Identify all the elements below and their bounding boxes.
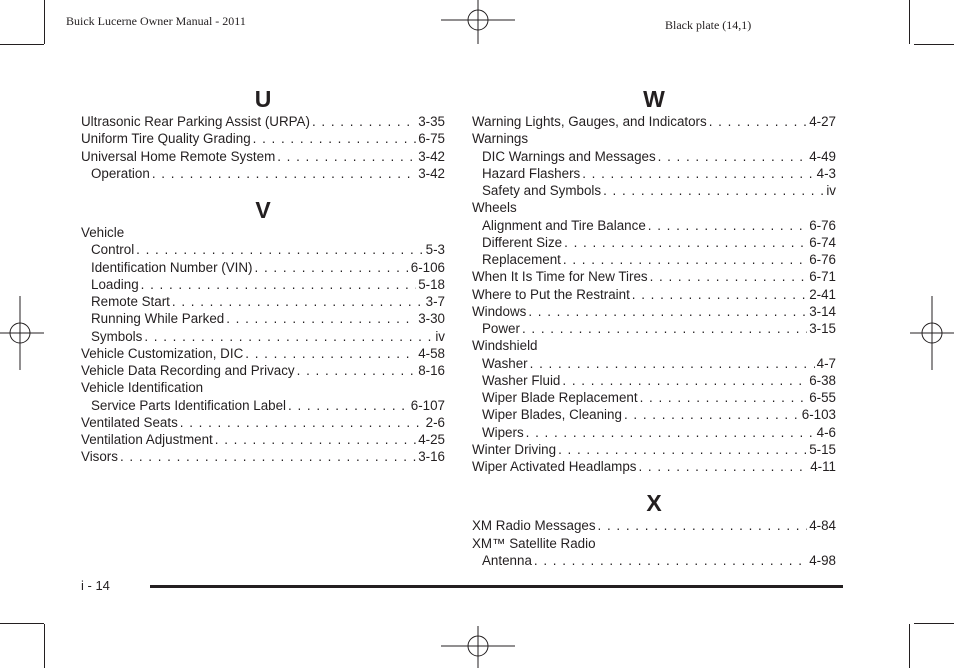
- dot-leader: [563, 251, 807, 268]
- dot-leader: [253, 130, 417, 147]
- entry-label: Warnings: [472, 131, 529, 147]
- entry-label: Remote Start: [91, 294, 170, 309]
- index-column-right: [472, 85, 836, 583]
- index-entry[interactable]: [81, 448, 445, 465]
- entry-page: 3-16: [418, 449, 445, 465]
- dot-leader: [528, 303, 807, 320]
- entry-label: Universal Home Remote System: [81, 148, 276, 164]
- entry-label: Vehicle Identification: [81, 380, 204, 396]
- footer-rule: [150, 585, 843, 588]
- index-entry[interactable]: [81, 293, 445, 310]
- crop-mark-top-right-h: [914, 44, 954, 45]
- entry-page: 6-76: [809, 252, 836, 267]
- entry-label: Wipers: [482, 424, 524, 440]
- dot-leader: [522, 320, 807, 337]
- plate-label: Black plate (14,1): [665, 18, 752, 32]
- entry-label: Antenna: [482, 552, 532, 568]
- index-entry[interactable]: [472, 165, 836, 182]
- entry-label: Replacement: [482, 252, 561, 267]
- entry-page: 3-7: [425, 294, 445, 309]
- entry-label: Washer Fluid: [482, 372, 561, 388]
- entry-page: iv: [435, 328, 445, 344]
- entry-label: Power: [482, 321, 520, 336]
- entry-page: iv: [826, 183, 836, 198]
- index-entry[interactable]: [81, 130, 445, 147]
- entry-page: 3-30: [418, 311, 445, 327]
- dot-leader: [534, 552, 807, 569]
- index-entry[interactable]: [472, 286, 836, 303]
- dot-leader: [172, 293, 424, 310]
- entry-label: Symbols: [91, 328, 143, 344]
- registration-mark-right-icon: [910, 296, 954, 370]
- index-entry[interactable]: [81, 241, 445, 258]
- dot-leader: [312, 113, 416, 130]
- dot-leader: [632, 286, 807, 303]
- registration-mark-bottom-icon: [441, 626, 515, 668]
- entry-page: 2-41: [809, 286, 836, 302]
- dot-leader: [530, 355, 815, 372]
- index-entry[interactable]: [81, 328, 445, 345]
- index-entry[interactable]: [81, 148, 445, 165]
- entry-label: Wiper Blade Replacement: [482, 390, 638, 405]
- index-entry[interactable]: [472, 148, 836, 165]
- index-entry[interactable]: [81, 165, 445, 182]
- section-letter: U: [254, 86, 272, 112]
- entry-label: Vehicle: [81, 225, 125, 240]
- entry-page: 6-55: [809, 390, 836, 405]
- entry-page: 6-75: [418, 131, 445, 147]
- index-entry[interactable]: [81, 113, 445, 130]
- index-entry[interactable]: [81, 345, 445, 362]
- index-section: [81, 196, 445, 466]
- entry-label: Safety and Symbols: [482, 183, 602, 198]
- index-entry[interactable]: [472, 113, 836, 130]
- dot-leader: [603, 182, 824, 199]
- crop-mark-bottom-left-v: [44, 624, 45, 668]
- entry-page: 4-84: [809, 518, 836, 534]
- entry-page: 3-42: [418, 148, 445, 164]
- entry-page: 5-18: [418, 276, 445, 292]
- index-entry[interactable]: [472, 130, 836, 147]
- index-entry[interactable]: [472, 182, 836, 199]
- index-entry[interactable]: [472, 217, 836, 234]
- entry-label: Service Parts Identification Label: [91, 397, 287, 413]
- entry-label: Running While Parked: [91, 311, 225, 327]
- index-entry[interactable]: [472, 234, 836, 251]
- dot-leader: [658, 148, 808, 165]
- entry-label: Wiper Blades, Cleaning: [482, 407, 622, 423]
- dot-leader: [120, 448, 416, 465]
- dot-leader: [709, 113, 807, 130]
- entry-page: 4-7: [816, 355, 836, 371]
- entry-label: Hazard Flashers: [482, 165, 581, 181]
- entry-label: Identification Number (VIN): [91, 259, 253, 275]
- index-entry[interactable]: [81, 276, 445, 293]
- entry-label: Alignment and Tire Balance: [482, 217, 646, 233]
- entry-page: 4-11: [810, 459, 836, 474]
- section-letter: W: [643, 86, 665, 112]
- entry-label: Windshield: [472, 338, 538, 354]
- entry-label: Loading: [91, 276, 139, 292]
- index-entry[interactable]: [472, 535, 836, 552]
- index-entry[interactable]: [472, 389, 836, 406]
- entry-page: 6-74: [809, 234, 836, 250]
- entry-label: Wheels: [472, 200, 517, 216]
- index-entry[interactable]: [472, 268, 836, 285]
- entry-label: Wiper Activated Headlamps: [472, 459, 637, 474]
- entry-page: 5-15: [809, 441, 836, 457]
- index-entry[interactable]: [472, 517, 836, 534]
- crop-mark-top-left-v: [44, 0, 45, 44]
- dot-leader: [564, 234, 807, 251]
- entry-page: 2-6: [425, 414, 445, 430]
- entry-page: 5-3: [425, 242, 445, 258]
- section-letter: V: [255, 197, 271, 223]
- index-entry[interactable]: [81, 379, 445, 396]
- entry-label: Winter Driving: [472, 441, 557, 457]
- entry-label: Ventilation Adjustment: [81, 432, 213, 447]
- entry-page: 6-38: [809, 372, 836, 388]
- dot-leader: [624, 406, 800, 423]
- entry-label: XM™ Satellite Radio: [472, 535, 596, 551]
- entry-label: When It Is Time for New Tires: [472, 269, 648, 285]
- entry-page: 4-25: [418, 432, 445, 447]
- index-section: [472, 489, 836, 569]
- entry-label: Different Size: [482, 234, 563, 250]
- entry-label: Warning Lights, Gauges, and Indicators: [472, 114, 707, 129]
- dot-leader: [215, 431, 416, 448]
- index-entry[interactable]: [81, 414, 445, 431]
- entry-label: Vehicle Customization, DIC: [81, 345, 244, 361]
- index-entry[interactable]: [81, 362, 445, 379]
- entry-label: Visors: [81, 449, 118, 465]
- dot-leader: [136, 241, 423, 258]
- index-entry[interactable]: [81, 259, 445, 276]
- entry-page: 6-103: [801, 407, 836, 423]
- entry-page: 6-107: [410, 397, 445, 413]
- registration-mark-top-icon: [441, 0, 515, 44]
- entry-label: DIC Warnings and Messages: [482, 148, 656, 164]
- index-column-left: [81, 85, 445, 480]
- index-entry[interactable]: [81, 310, 445, 327]
- index-entry[interactable]: [472, 199, 836, 216]
- entry-page: 4-49: [809, 148, 836, 164]
- dot-leader: [226, 310, 416, 327]
- entry-label: XM Radio Messages: [472, 518, 596, 534]
- dot-leader: [180, 414, 424, 431]
- index-entry[interactable]: [472, 458, 836, 475]
- dot-leader: [648, 217, 807, 234]
- index-entry[interactable]: [472, 406, 836, 423]
- entry-page: 3-35: [418, 114, 445, 129]
- dot-leader: [598, 517, 808, 534]
- entry-page: 6-71: [809, 269, 836, 285]
- entry-page: 8-16: [418, 363, 445, 378]
- crop-mark-bottom-left-h: [0, 623, 44, 624]
- entry-label: Operation: [91, 165, 150, 181]
- crop-mark-top-right-v: [909, 0, 910, 44]
- dot-leader: [288, 397, 409, 414]
- entry-page: 3-14: [809, 303, 836, 319]
- entry-page: 6-76: [809, 217, 836, 233]
- index-entry[interactable]: [472, 424, 836, 441]
- entry-label: Control: [91, 242, 135, 258]
- index-section: [81, 85, 445, 182]
- entry-label: Washer: [482, 355, 528, 371]
- manual-title: Buick Lucerne Owner Manual - 2011: [66, 14, 246, 28]
- entry-page: 4-6: [816, 424, 836, 440]
- entry-page: 3-42: [418, 165, 445, 181]
- crop-mark-top-left-h: [0, 44, 44, 45]
- entry-page: 4-58: [418, 345, 445, 361]
- index-section: [472, 85, 836, 475]
- entry-label: Ultrasonic Rear Parking Assist (URPA): [81, 114, 310, 129]
- dot-leader: [526, 424, 815, 441]
- dot-leader: [582, 165, 814, 182]
- crop-mark-bottom-right-h: [914, 623, 954, 624]
- index-entry[interactable]: [472, 552, 836, 569]
- page-number: i - 14: [81, 578, 110, 593]
- dot-leader: [297, 362, 417, 379]
- index-entry[interactable]: [472, 320, 836, 337]
- dot-leader: [144, 328, 433, 345]
- index-entry[interactable]: [472, 251, 836, 268]
- dot-leader: [152, 165, 416, 182]
- index-entry[interactable]: [81, 224, 445, 241]
- dot-leader: [255, 259, 409, 276]
- entry-page: 3-15: [809, 321, 836, 336]
- dot-leader: [245, 345, 416, 362]
- entry-page: 4-27: [809, 114, 836, 129]
- dot-leader: [558, 441, 807, 458]
- dot-leader: [638, 458, 808, 475]
- index-entry[interactable]: [81, 431, 445, 448]
- entry-label: Uniform Tire Quality Grading: [81, 131, 251, 147]
- registration-mark-left-icon: [0, 296, 44, 370]
- dot-leader: [141, 276, 417, 293]
- dot-leader: [650, 268, 808, 285]
- crop-mark-bottom-right-v: [909, 624, 910, 668]
- entry-page: 4-3: [816, 165, 836, 181]
- index-entry[interactable]: [472, 303, 836, 320]
- entry-page: 6-106: [410, 259, 445, 275]
- index-entry[interactable]: [472, 441, 836, 458]
- index-entry[interactable]: [472, 372, 836, 389]
- entry-label: Where to Put the Restraint: [472, 286, 630, 302]
- index-entry[interactable]: [81, 397, 445, 414]
- dot-leader: [277, 148, 416, 165]
- entry-label: Ventilated Seats: [81, 414, 178, 430]
- dot-leader: [562, 372, 807, 389]
- entry-label: Vehicle Data Recording and Privacy: [81, 363, 295, 378]
- index-entry[interactable]: [472, 337, 836, 354]
- entry-label: Windows: [472, 303, 527, 319]
- entry-page: 4-98: [809, 552, 836, 568]
- section-letter: X: [646, 490, 662, 517]
- index-entry[interactable]: [472, 355, 836, 372]
- dot-leader: [640, 389, 808, 406]
